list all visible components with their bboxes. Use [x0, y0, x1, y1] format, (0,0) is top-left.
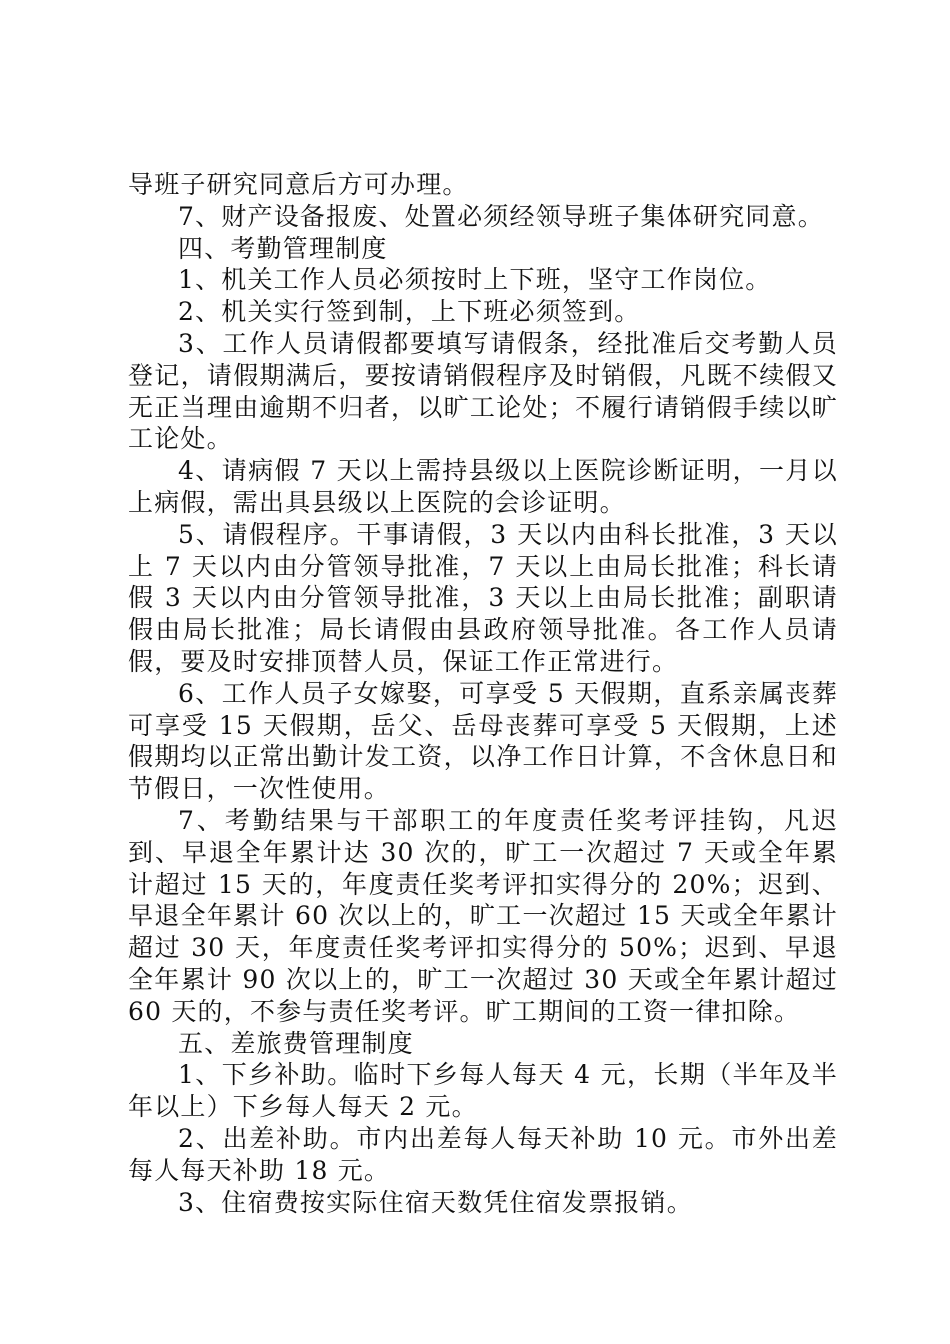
paragraph-attendance-2: 2、机关实行签到制，上下班必须签到。: [178, 297, 641, 327]
paragraph-travel-1: 1、下乡补助。临时下乡每人每天 4 元，长期（半年及半年以上）下乡每人每天 2 元。: [128, 1060, 838, 1122]
paragraph-item-7-asset-disposal: 7、财产设备报废、处置必须经领导班子集体研究同意。: [178, 201, 824, 231]
paragraph-attendance-3: 3、工作人员请假都要填写请假条，经批准后交考勤人员登记，请假期满后，要按请销假程序及时销假，凡既不续假又无正当理由逾期不归者，以旷工论处；不履行请销假手续以旷工论处。: [128, 328, 838, 454]
paragraph-attendance-1: 1、机关工作人员必须按时上下班，坚守工作岗位。: [178, 265, 772, 295]
section-heading-attendance: 四、考勤管理制度: [178, 233, 388, 263]
section-heading-travel-expense: 五、差旅费管理制度: [178, 1028, 414, 1058]
paragraph-attendance-5: 5、请假程序。干事请假，3 天以内由科长批准，3 天以上 7 天以内由分管领导批准，7 天以上由局长批准；科长请假 3 天以内由分管领导批准，3 天以上由局长批准；副职请假由局长批准；局长请假由县政府领导批准。各工作人员请假，要及时安排顶替人员，保证工作正常进行。: [128, 519, 838, 676]
document-body: [128, 169, 838, 1218]
paragraph-travel-3: 3、住宿费按实际住宿天数凭住宿发票报销。: [178, 1187, 693, 1217]
paragraph-attendance-7: 7、考勤结果与干部职工的年度责任奖考评挂钩，凡迟到、早退全年累计达 30 次的，旷工一次超过 7 天或全年累计超过 15 天的，年度责任奖考评扣实得分的 20%；迟到、早退全年累计 60 次以上的，旷工一次超过 15 天或全年累计超过 30 天，年度责任奖考评扣实得分的 50%；迟到、早退全年累计 90 次以上的，旷工一次超过 30 天或全年累计超过 60 天的，不参与责任奖考评。旷工期间的工资一律扣除。: [128, 805, 838, 1026]
paragraph-attendance-4: 4、请病假 7 天以上需持县级以上医院诊断证明，一月以上病假，需出具县级以上医院的会诊证明。: [128, 456, 838, 517]
paragraph-attendance-6: 6、工作人员子女嫁娶，可享受 5 天假期，直系亲属丧葬可享受 15 天假期，岳父、岳母丧葬可享受 5 天假期，上述假期均以正常出勤计发工资，以净工作日计算，不含休息日和节假日，一次性使用。: [128, 678, 838, 804]
paragraph-continuation: 导班子研究同意后方可办理。: [128, 170, 469, 199]
paragraph-travel-2: 2、出差补助。市内出差每人每天补助 10 元。市外出差每人每天补助 18 元。: [128, 1123, 838, 1185]
